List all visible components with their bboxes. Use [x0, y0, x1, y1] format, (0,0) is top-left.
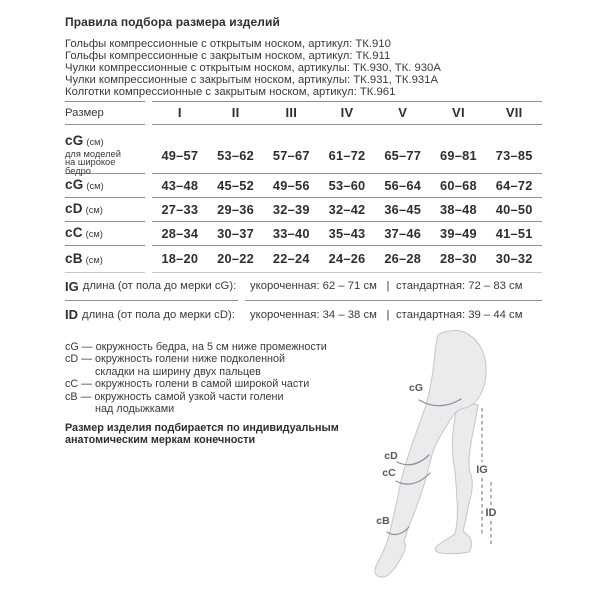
- size-value-cell: 73–85: [495, 147, 533, 163]
- figure-label-cd: cD: [384, 450, 398, 462]
- size-value-cell: 27–33: [161, 201, 199, 217]
- row-note-line: на широкое: [65, 157, 116, 168]
- size-value-cell: 18–20: [161, 251, 199, 267]
- row-code: cD: [65, 201, 83, 217]
- size-value-cell: 36–45: [384, 201, 422, 217]
- size-header-label: Размер: [65, 101, 145, 125]
- size-value-cell: 38–48: [440, 201, 477, 217]
- row-label: [65, 246, 145, 273]
- size-value-cell: 43–48: [161, 177, 199, 193]
- length-short-value: укороченная: 34 – 38 см: [250, 308, 377, 321]
- table-row-cb: [65, 246, 542, 273]
- size-value-cell: 30–37: [217, 225, 254, 241]
- size-value-cell: 39–49: [440, 225, 477, 241]
- size-column-header: III: [285, 105, 298, 121]
- article-line: Чулки компрессионные с открытым носком, артикулы: ТК.930, ТК. 930А: [65, 61, 441, 74]
- size-value-cell: 28–34: [161, 225, 199, 241]
- figure-label-cb: cB: [376, 515, 390, 527]
- size-value-cell: 29–36: [217, 201, 254, 217]
- size-value-cell: 61–72: [328, 147, 366, 163]
- size-column-header: VII: [505, 105, 523, 121]
- row-values: [152, 246, 542, 273]
- length-code: ID: [65, 307, 78, 323]
- length-row-ig: [65, 273, 542, 301]
- size-value-cell: 49–57: [161, 147, 199, 163]
- row-label: [65, 125, 145, 177]
- row-note-line: бедро: [65, 166, 91, 177]
- article-line: Гольфы компрессионные с закрытым носком, артикул: ТК.911: [65, 49, 391, 62]
- size-value-cell: 32–42: [328, 201, 366, 217]
- size-value-cell: 65–77: [384, 147, 422, 163]
- legend-item-cd: [65, 353, 385, 378]
- row-code: cB: [65, 250, 83, 266]
- size-value-cell: 32–39: [272, 201, 310, 217]
- legend-line: складки на ширину двух пальцев: [95, 365, 261, 378]
- length-standard-value: стандартная: 72 – 83 см: [396, 280, 523, 293]
- length-divider: |: [386, 280, 390, 293]
- size-value-cell: 28–30: [440, 251, 477, 267]
- row-note-line: для моделей: [65, 148, 121, 159]
- size-value-cell: 35–43: [328, 225, 366, 241]
- legend-line: cB — окружность самой узкой части голени: [65, 390, 284, 403]
- article-line: Гольфы компрессионные с открытым носком, артикул: ТК.910: [65, 38, 391, 50]
- legend-item-cc: [65, 378, 385, 391]
- length-standard-value: стандартная: 39 – 44 см: [396, 308, 523, 321]
- legend-line: cG — окружность бедра, на 5 см ниже промежности: [65, 340, 327, 353]
- table-header-row: [65, 101, 542, 125]
- size-value-cell: 56–64: [384, 177, 422, 193]
- article-line: Колготки компрессионные с закрытым носком, артикул: ТК.961: [65, 85, 396, 98]
- length-code: IG: [65, 278, 79, 294]
- size-value-cell: 30–32: [495, 251, 533, 267]
- fitting-note-line: анатомическим меркам конечности: [65, 434, 256, 447]
- size-value-cell: 64–72: [495, 177, 533, 193]
- size-value-cell: 45–52: [217, 177, 254, 193]
- size-value-cell: 40–50: [495, 201, 533, 217]
- row-unit: (см): [85, 229, 103, 240]
- table-row-cg: [65, 174, 542, 198]
- row-code: cG: [65, 132, 84, 148]
- legend-item-cb: [65, 391, 385, 416]
- size-value-cell: 26–28: [384, 251, 422, 267]
- row-unit: (см): [85, 205, 103, 216]
- row-unit: (см): [86, 181, 104, 192]
- length-short-value: укороченная: 62 – 71 см: [250, 280, 377, 293]
- size-value-cell: 53–60: [328, 177, 366, 193]
- row-unit: (см): [85, 254, 103, 265]
- legend-line: cD — окружность голени ниже подколенной: [65, 353, 286, 366]
- length-row-values: [245, 273, 542, 301]
- table-row-cc: [65, 222, 542, 246]
- row-values: [152, 198, 542, 222]
- size-value-cell: 33–40: [272, 225, 310, 241]
- size-value-cell: 53–62: [217, 147, 254, 163]
- size-value-cell: 49–56: [272, 177, 310, 193]
- row-code: cC: [65, 225, 83, 241]
- size-column-header: VI: [452, 105, 465, 121]
- size-value-cell: 69–81: [440, 147, 477, 163]
- figure-label-ig: IG: [476, 464, 488, 476]
- row-unit: (см): [86, 136, 104, 147]
- size-value-cell: 22–24: [272, 251, 310, 267]
- size-value-cell: 20–22: [217, 251, 254, 267]
- fitting-note-line: Размер изделия подбирается по индивидуальным: [65, 421, 339, 434]
- size-value-cell: 24–26: [328, 251, 366, 267]
- figure-label-id: ID: [485, 507, 497, 519]
- size-column-header: I: [177, 105, 182, 121]
- length-divider: |: [386, 308, 390, 321]
- row-label: [65, 174, 145, 198]
- size-table: [65, 101, 542, 273]
- size-column-header: II: [231, 105, 240, 121]
- size-column-headers: [152, 101, 542, 125]
- table-row-cd: [65, 198, 542, 222]
- row-label: [65, 222, 145, 246]
- legs-illustration: [360, 320, 600, 600]
- row-values: [152, 222, 542, 246]
- legend-line: над лодыжками: [95, 403, 175, 416]
- size-value-cell: 37–46: [384, 225, 422, 241]
- size-column-header: IV: [340, 105, 354, 121]
- length-row-label: [65, 301, 238, 329]
- size-value-cell: 57–67: [272, 147, 310, 163]
- length-label-text: длина (от пола до мерки cD):: [82, 308, 235, 321]
- row-code: cG: [65, 177, 84, 193]
- table-row-cg-wide-hip: [65, 125, 542, 177]
- length-label-text: длина (от пола до мерки cG):: [82, 280, 237, 293]
- article-line: Чулки компрессионные с закрытым носком, артикулы: ТК.931, ТК.931А: [65, 73, 438, 86]
- legend-line: cC — окружность голени в самой широкой части: [65, 378, 310, 391]
- figure-label-cc: cC: [382, 467, 396, 479]
- size-column-header: V: [398, 105, 408, 121]
- row-label: [65, 198, 145, 222]
- legend-item-cg: [65, 341, 385, 354]
- size-value-cell: 60–68: [440, 177, 477, 193]
- product-articles-list: [65, 39, 542, 99]
- fitting-note: [65, 422, 385, 448]
- measurements-legend: [65, 341, 385, 416]
- page-title: Правила подбора размера изделий: [65, 15, 280, 29]
- row-values: [152, 174, 542, 198]
- length-row-label: [65, 273, 238, 301]
- figure-label-cg: cG: [408, 382, 424, 394]
- size-value-cell: 41–51: [495, 225, 533, 241]
- row-values: [152, 125, 542, 174]
